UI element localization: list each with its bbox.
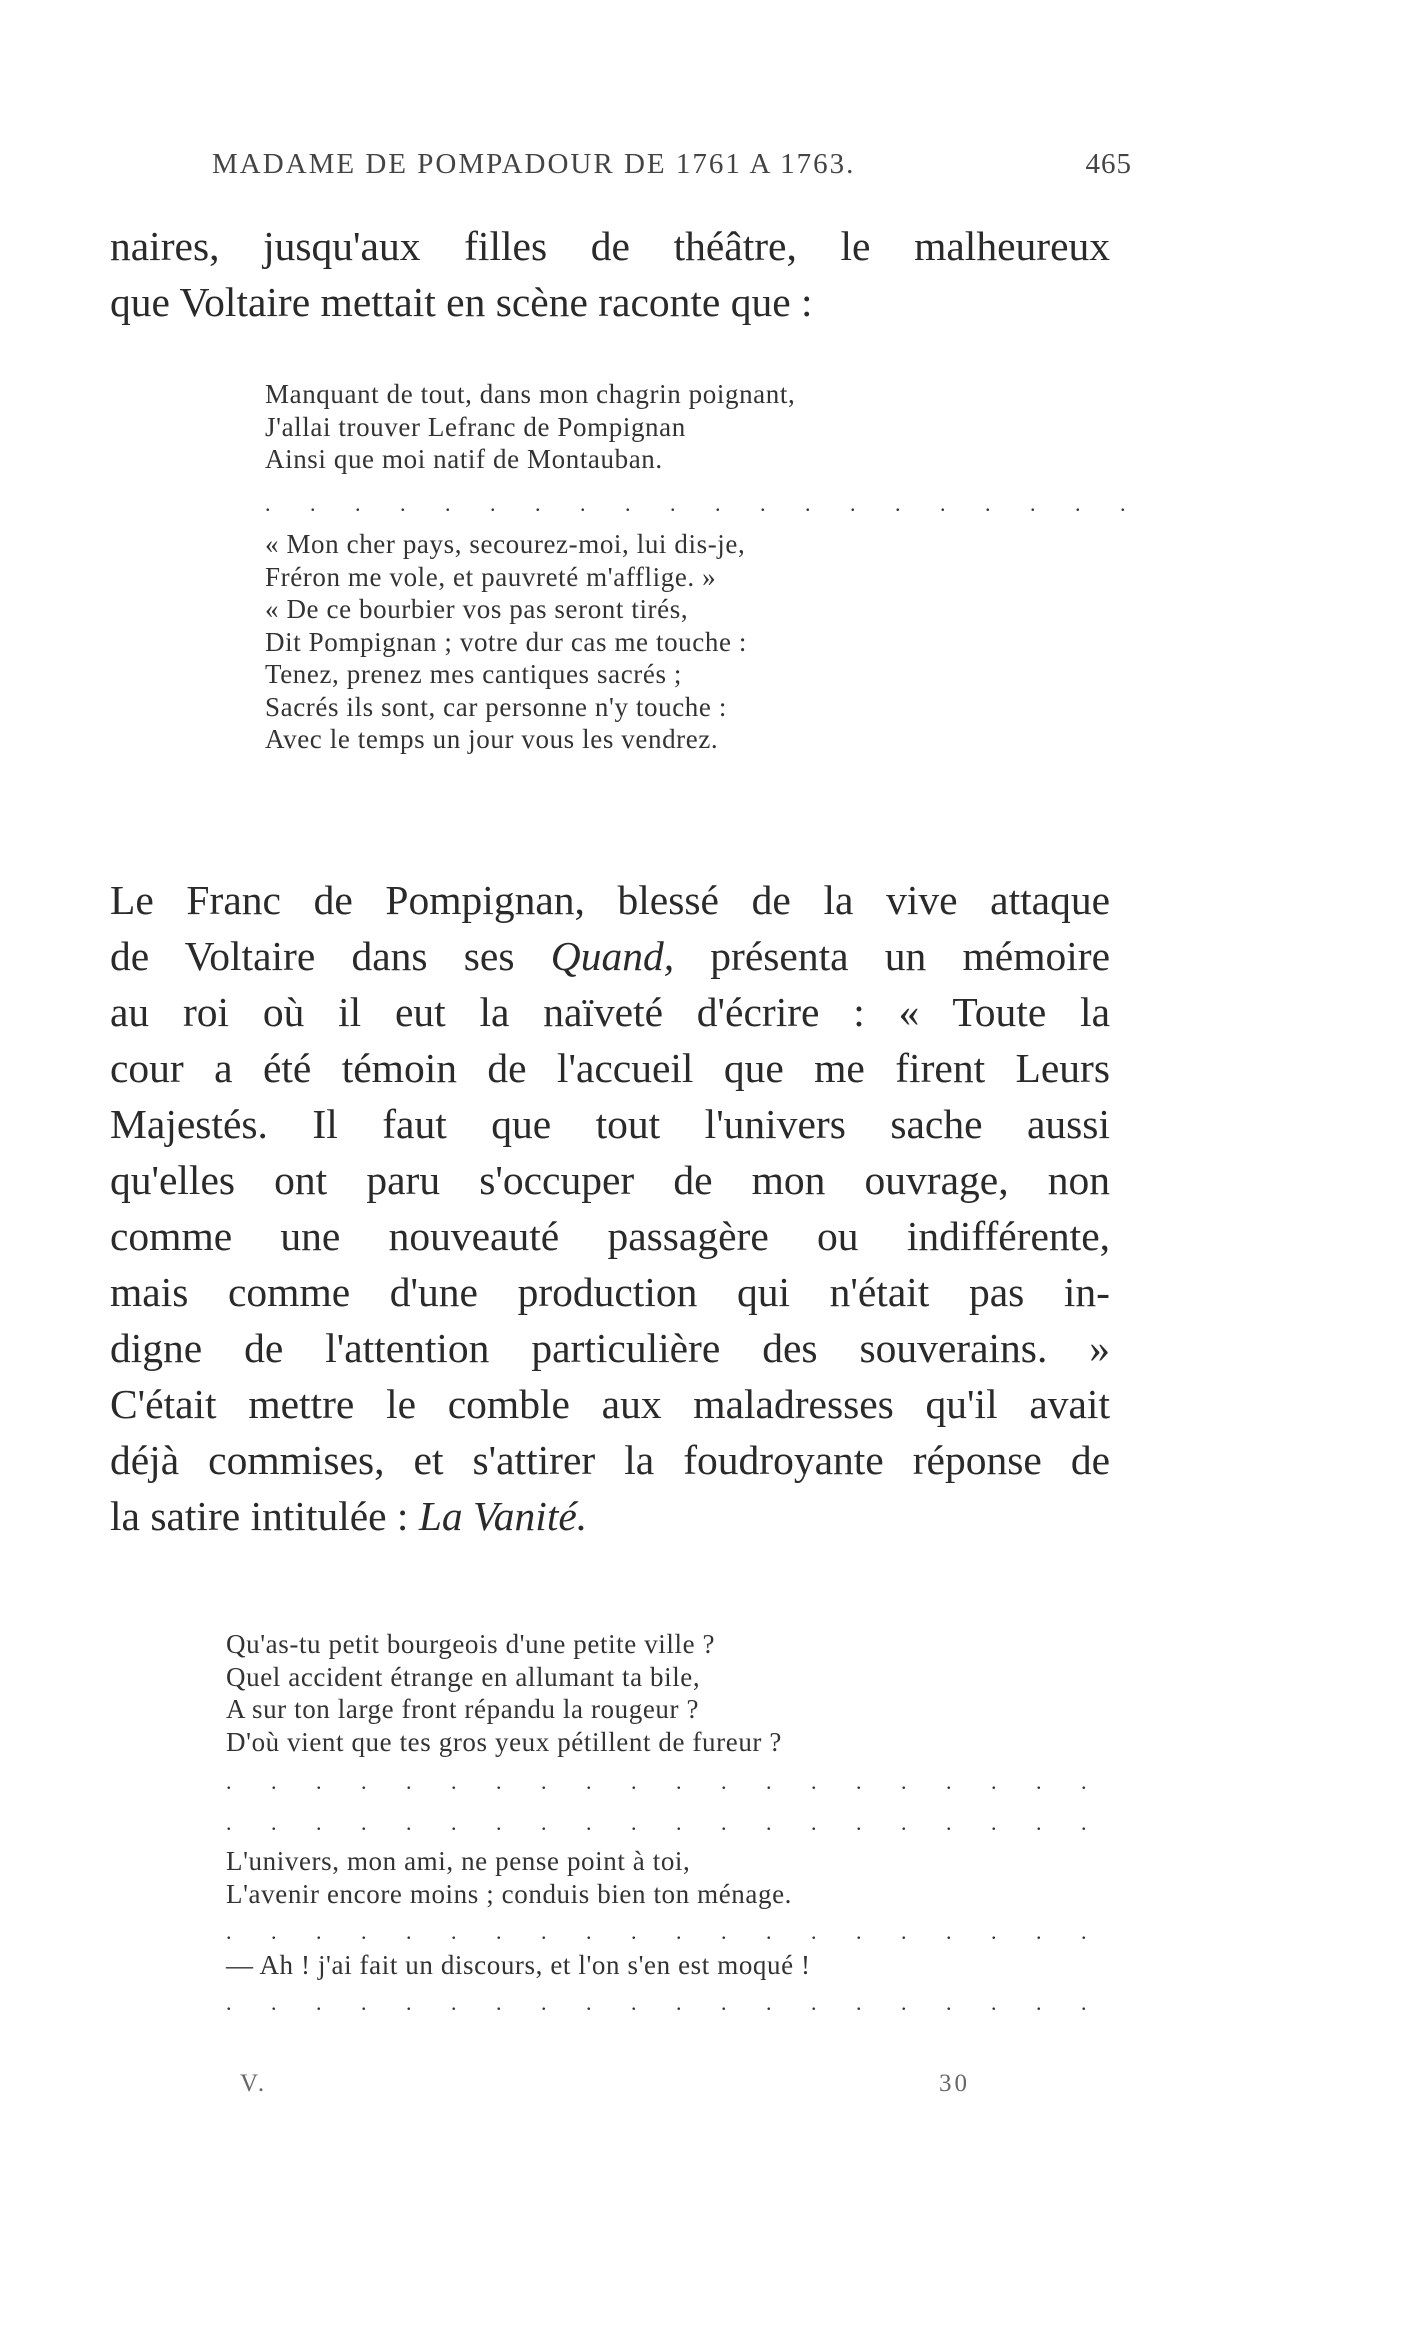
- paragraph-line: [110, 1488, 1110, 1544]
- italic-title-la-vanite: La Vanité.: [418, 1493, 588, 1539]
- italic-title-quand: Quand,: [550, 933, 675, 979]
- text-run: de Voltaire dans ses: [110, 933, 551, 979]
- ellipsis-dots: . . . . . . . . . . . . . . . . . . . .: [226, 1809, 1104, 1835]
- gathering-number: 30: [939, 2070, 970, 2097]
- verse-line: Quel accident étrange en allumant ta bile,: [226, 1661, 701, 1692]
- verse-line: Sacrés ils sont, car personne n'y touche :: [265, 691, 727, 722]
- running-head-title: MADAME DE POMPADOUR DE 1761 A 1763.: [212, 148, 856, 180]
- verse-line: A sur ton large front répandu la rougeur ?: [226, 1694, 700, 1724]
- verse-line: « Mon cher pays, secourez-moi, lui dis-je,: [265, 529, 746, 559]
- verse-line: Qu'as-tu petit bourgeois d'une petite ville ?: [226, 1629, 716, 1659]
- verse-line: L'univers, mon ami, ne pense point à toi,: [226, 1846, 691, 1876]
- paragraph-line: que Voltaire mettait en scène raconte que :: [110, 279, 813, 325]
- verse-line: J'allai trouver Lefranc de Pompignan: [265, 411, 686, 442]
- paragraph-line: qu'elles ont paru s'occuper de mon ouvrage, non: [110, 1157, 1110, 1203]
- verse-line: Ainsi que moi natif de Montauban.: [265, 444, 663, 474]
- signature-mark: V.: [240, 2070, 268, 2097]
- running-head: [212, 148, 1132, 188]
- verse-line: Dit Pompignan ; votre dur cas me touche :: [265, 626, 748, 657]
- main-paragraph: [110, 872, 1110, 1544]
- verse-line: L'avenir encore moins ; conduis bien ton ménage.: [226, 1878, 793, 1909]
- verse-line: Avec le temps un jour vous les vendrez.: [265, 724, 719, 754]
- text-run: la satire intitulée :: [110, 1493, 419, 1539]
- ellipsis-dots: . . . . . . . . . . . . . . . . . . . .: [226, 1919, 1104, 1944]
- verse-line: Fréron me vole, et pauvreté m'afflige. »: [265, 561, 717, 592]
- paragraph-line: Le Franc de Pompignan, blessé de la vive attaque: [110, 877, 1110, 923]
- text-run: présenta un mémoire: [674, 933, 1110, 979]
- paragraph-line: C'était mettre le comble aux maladresses qu'il avait: [110, 1381, 1110, 1427]
- opening-paragraph: [110, 218, 1110, 330]
- verse-line: « De ce bourbier vos pas seront tirés,: [265, 594, 689, 624]
- paragraph-line: déjà commises, et s'attirer la foudroyante réponse de: [110, 1437, 1110, 1483]
- paragraph-line: Majestés. Il faut que tout l'univers sache aussi: [110, 1101, 1110, 1147]
- paragraph-line: [110, 928, 1110, 984]
- ellipsis-dots: . . . . . . . . . . . . . . . . . . . .: [265, 490, 1143, 516]
- paragraph-line: mais comme d'une production qui n'était pas in-: [110, 1269, 1110, 1315]
- paragraph-line: digne de l'attention particulière des souverains. »: [110, 1325, 1110, 1371]
- paragraph-line: comme une nouveauté passagère ou indifférente,: [110, 1213, 1110, 1259]
- paragraph-line: naires, jusqu'aux filles de théâtre, le malheureux: [110, 223, 1110, 269]
- verse-block-two: [226, 1628, 1104, 2020]
- paragraph-line: cour a été témoin de l'accueil que me firent Leurs: [110, 1045, 1110, 1091]
- verse-line: — Ah ! j'ai fait un discours, et l'on s'en est moqué !: [226, 1949, 811, 1980]
- page-footer: [240, 2070, 970, 2110]
- verse-line: Manquant de tout, dans mon chagrin poignant,: [265, 379, 796, 409]
- paragraph-line: au roi où il eut la naïveté d'écrire : « Toute la: [110, 989, 1110, 1035]
- verse-line: Tenez, prenez mes cantiques sacrés ;: [265, 659, 683, 689]
- ellipsis-dots: . . . . . . . . . . . . . . . . . . . .: [226, 1990, 1104, 2015]
- verse-block-one: [265, 378, 1143, 756]
- ellipsis-dots: . . . . . . . . . . . . . . . . . . . .: [226, 1769, 1104, 1794]
- verse-line: D'où vient que tes gros yeux pétillent de fureur ?: [226, 1726, 782, 1757]
- page-number: 465: [1085, 148, 1132, 180]
